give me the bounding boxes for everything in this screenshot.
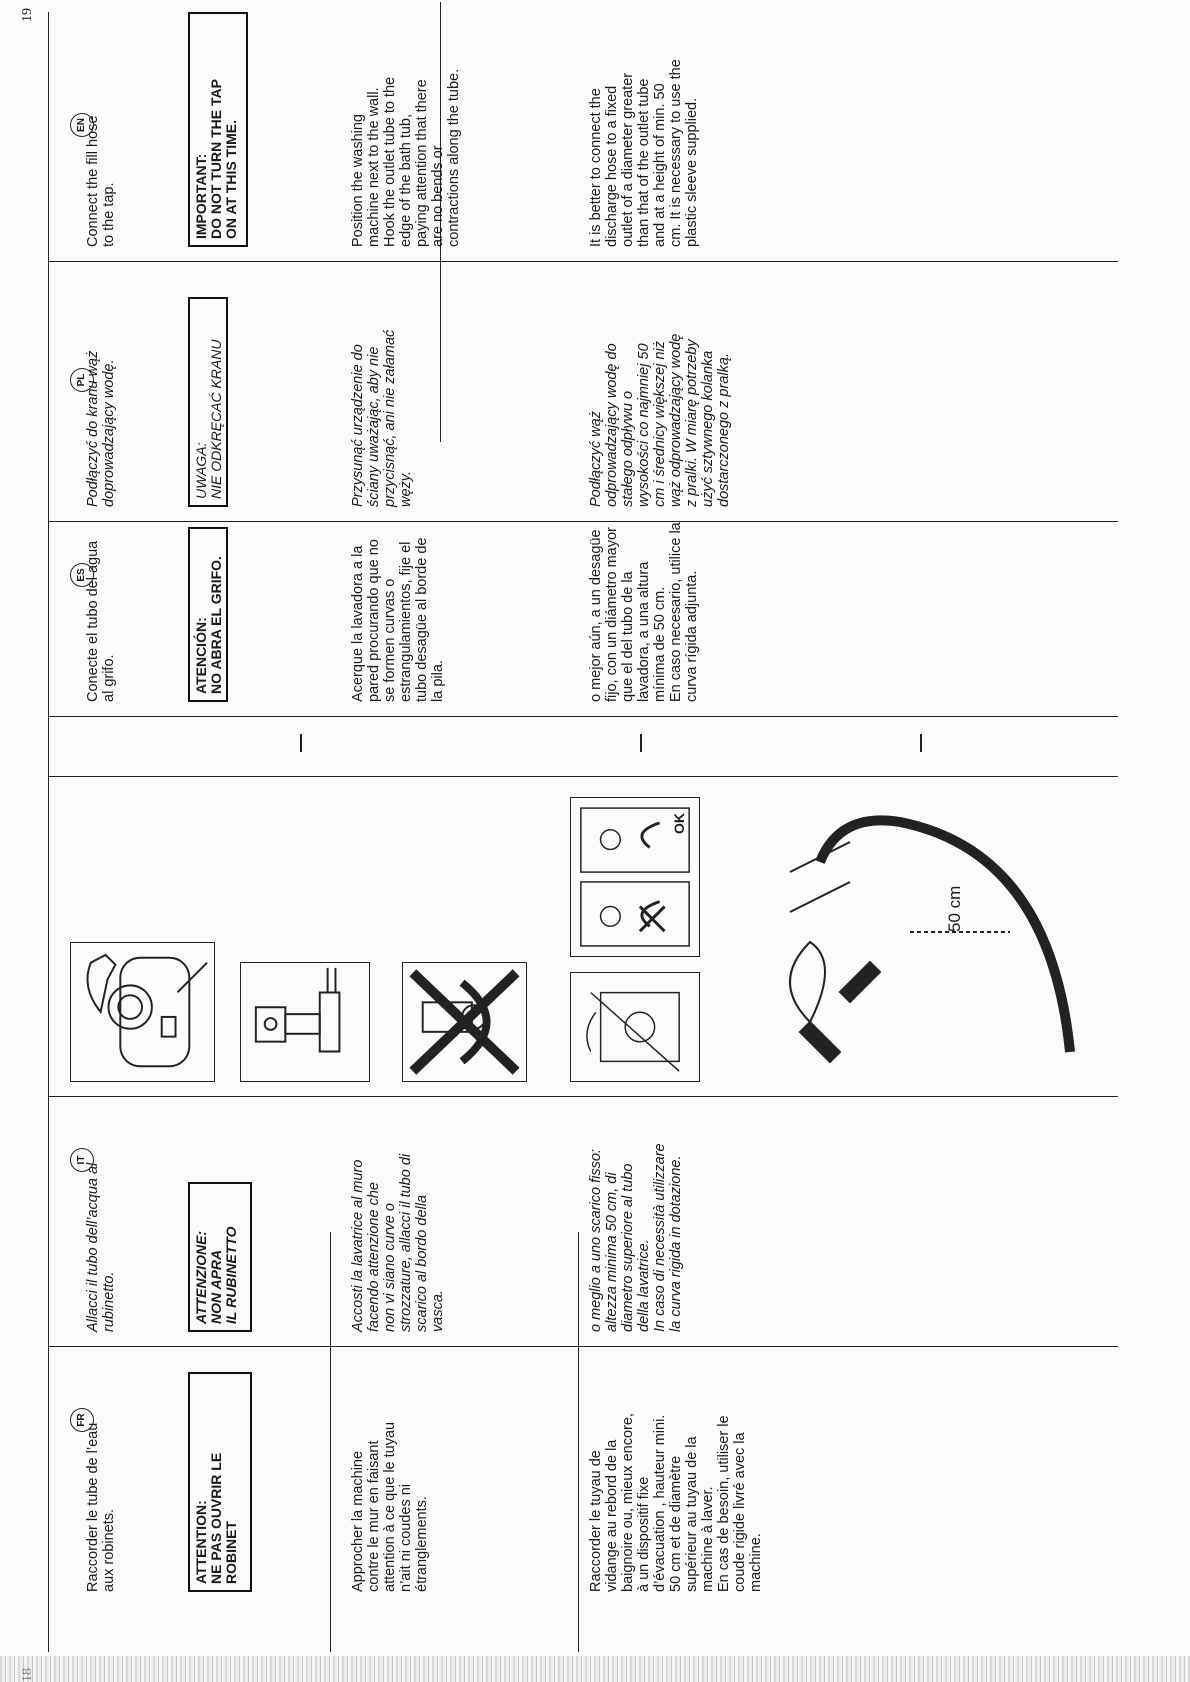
es-position-text: Acerque la lavadora a la pared procurando que no se formen curvas o estrangulamientos, fije el tubo desagüe al borde de la pila. (350, 537, 446, 702)
pl-warning-box: UWAGA: NIE ODKRĘCAĆ KRANU (188, 297, 228, 507)
separator-dash (920, 734, 922, 752)
column-pl (60, 267, 1110, 517)
figures-column (60, 782, 1110, 1092)
section-rule-pl-left (48, 716, 1118, 717)
column-fr (60, 1362, 1110, 1602)
page-number-right: 19 (20, 8, 35, 22)
hose-height-label: 50 cm (945, 885, 964, 932)
en-connect-text: Connect the fill hose to the tap. (85, 115, 117, 247)
figure-drain-height (750, 792, 1095, 1082)
scan-edge-noise (0, 1656, 1190, 1682)
figure-hose-no-bend (402, 962, 527, 1082)
fr-connect-text: Raccorder le tube de l’eau aux robinets. (85, 1422, 117, 1592)
ok-label: OK (671, 813, 687, 834)
it-drain-text: o meglio a uno scarico fisso: altezza minima 50 cm, di diametro superiore al tubo della lavatrice. In caso di necessità utilizzare la curva rigida in dotazione. (588, 1143, 684, 1332)
it-position-text: Accosti la lavatrice al muro facendo attenzione che non vi siano curve o strozzature, allacci il tubo di scarico al bordo della vasca. (350, 1153, 446, 1332)
section-rule-it-left (48, 1346, 1118, 1347)
figure-bathtub-hook-ok (570, 797, 700, 957)
section-rule-es-left (48, 776, 1118, 777)
fr-warning-box: ATTENTION: NE PAS OUVRIR LE ROBINET (188, 1372, 252, 1592)
column-divider-top (48, 12, 49, 1652)
fr-position-text: Approcher la machine contre le mur en faisant attention à ce que le tuyau n’ait ni coudes ni étranglements. (350, 1421, 430, 1592)
lang-badge-it: IT (70, 1148, 94, 1172)
lang-badge-es: ES (70, 563, 94, 587)
section-rule-en-left (48, 261, 1118, 262)
section-rule-figures-left (48, 1096, 1118, 1097)
it-connect-text: Allacci il tubo dell’acqua al rubinetto. (85, 1162, 117, 1332)
figure-wall-placement (570, 972, 700, 1082)
figure-connect-to-tap (70, 942, 215, 1082)
lang-badge-en: EN (70, 113, 94, 137)
lang-badge-fr: FR (70, 1408, 94, 1432)
pl-connect-text: Podłączyć do kranu wąż doprowadzający wodę. (85, 350, 117, 507)
pl-position-text: Przysunąć urządzenie do ściany uważając, aby nie przycisnąć, ani nie załamać węży. (350, 329, 414, 507)
column-it (60, 1102, 1110, 1342)
en-warning-box: IMPORTANT: DO NOT TURN THE TAP ON AT THIS TIME. (188, 12, 248, 247)
figure-tap-valve (240, 962, 370, 1082)
es-drain-text: o mejor aún, a un desagüe fijo, con un diámetro mayor que el del tubo de la lavadora, a una altura mínima de 50 cm. En caso necesario, utilice la curva rígida adjunta. (588, 522, 700, 702)
fr-drain-text: Raccorder le tuyau de vidange au rebord de la baignoire ou, mieux encore, à un dispositif fixe d’évacuation , hauteur mini. 50 cm et de diamètre supérieur au tuyau de la machine à laver. En cas de besoin, utiliser le coude rigide livré avec la machine. (588, 1413, 764, 1592)
es-connect-text: Conecte el tubo del agua al grifo. (85, 540, 117, 702)
section-rule-pl-right (48, 521, 1118, 522)
column-es (60, 522, 1110, 712)
en-drain-text: It is better to connect the discharge hose to a fixed outlet of a diameter greater than that of the outlet tube and at a height of min. 50 cm. It is necessary to use the plastic sleeve supplied. (588, 59, 700, 247)
column-en (60, 7, 1110, 257)
pl-drain-text: Podłączyć wąż odprowadzający wodę do stałego odpływu o wysokości co najmniej 50 cm i średnicy większej niż wąż odprowadzający wodę z pralki. W miarę potrzeby użyć sztywnego kolanka dostarczonego z pralką. (588, 333, 732, 507)
en-position-text: Position the washing machine next to the wall. Hook the outlet tube to the edge of the bath tub, paying attention that there are no bends or contractions along the tube. (350, 68, 462, 247)
separator-dash (300, 734, 302, 752)
separator-dash (640, 734, 642, 752)
es-warning-box: ATENCIÓN: NO ABRA EL GRIFO. (188, 527, 228, 702)
lang-badge-pl: PL (70, 368, 94, 392)
it-warning-box: ATTENZIONE: NON APRA IL RUBINETTO (188, 1182, 252, 1332)
